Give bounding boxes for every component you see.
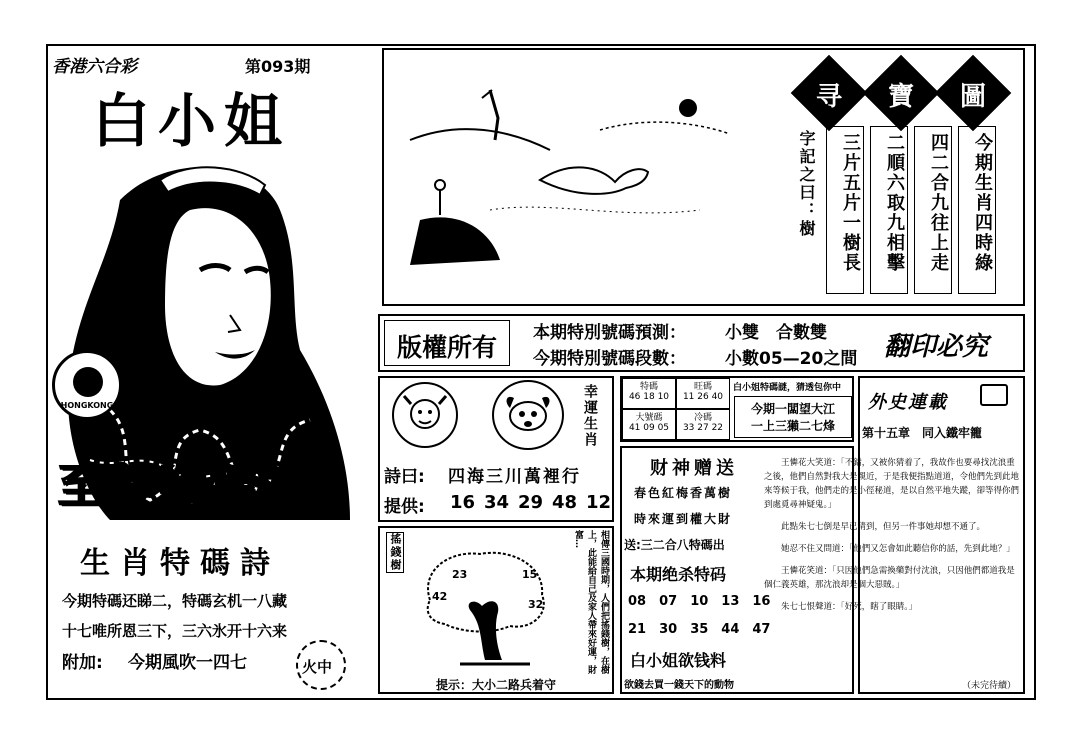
stat-label-2: 旺碼 — [693, 382, 712, 392]
kill-number: 08 — [628, 594, 647, 609]
wealth-line-3: 送:三二合八特碼出 — [624, 538, 725, 552]
kill-number: 35 — [690, 622, 709, 637]
tree-number-2: 15 — [522, 568, 538, 581]
stat-cell-2 — [676, 378, 730, 409]
addon-label: 附加: — [62, 653, 103, 673]
riddle-line-1: 今期一闆望大江 — [750, 402, 835, 416]
stat-cell-3 — [622, 409, 676, 440]
riddle-box — [734, 396, 852, 438]
wealth-footer-text: 欲錢去買一錢天下的動物 — [624, 680, 734, 691]
story-paragraph: 朱七七恨聲道：「好死，瞎了眼睛。」 — [781, 602, 918, 612]
riddle-head: 白小姐特碼謎，猜透包你中 — [733, 383, 842, 393]
banner-line1-value: 小雙 合數雙 — [725, 323, 827, 343]
seal-tu-char: 圖 — [959, 82, 986, 112]
kill-number: 10 — [690, 594, 709, 609]
wealth-title: 财神赠送 — [650, 458, 738, 479]
money-tree-side-text: 相傳三國時期，人們把搖錢樹，在樹上，此能給自己及家人帶來好運，財富… — [573, 530, 609, 674]
provide-number-4: 48 — [552, 492, 578, 513]
banner-right: 翻印必究 — [884, 332, 989, 362]
stat-nums-2: 11 26 40 — [682, 392, 724, 402]
story-title: 外史連載 — [868, 392, 948, 413]
stat-nums-4: 33 27 22 — [682, 423, 724, 433]
hongkong-seal — [52, 350, 122, 420]
stat-cell-1 — [622, 378, 676, 409]
stamp-text: 火中 — [302, 658, 333, 676]
treasure-col-5: 字記之曰：樹 — [797, 130, 816, 238]
computer-icon — [980, 384, 1008, 406]
stat-nums-1: 46 18 10 — [628, 392, 670, 402]
banner-left: 版權所有 — [384, 320, 510, 366]
seal-text: HONGKONG — [60, 401, 114, 410]
poem-title: 生肖特碼詩 — [80, 546, 280, 581]
bauhinia-icon — [73, 367, 103, 397]
treasure-col-1: 今期生肖四時綠 — [958, 126, 996, 294]
money-tree-tag: 搖錢樹 — [386, 532, 404, 573]
poem-box-label: 詩曰: — [384, 467, 425, 487]
dog-icon — [492, 380, 564, 450]
page-title: 白小姐 — [92, 87, 291, 155]
lottery-name: 香港六合彩 — [52, 57, 137, 77]
story-paragraph: 王憐花笑道：「只因他們急需換藥對付沈浪，只因他們都道我是個仁義英雄，那沈浪却是個大惡賊。」 — [764, 566, 1015, 590]
kill-title: 本期绝杀特码 — [630, 565, 727, 584]
banner-line2-value: 小數05—20之間 — [725, 349, 858, 369]
kill-number: 07 — [659, 594, 678, 609]
treasure-col-2: 四二合九往上走 — [914, 126, 952, 294]
story-paragraph: 此點朱七七倒是早已猜到，但另一件事她却想不通了。 — [781, 522, 986, 532]
treasure-col-3: 二順六取九相擊 — [870, 126, 908, 294]
poem-box-text: 四海三川萬裡行 — [448, 467, 581, 487]
story-paragraph: 她忍不住又問道：「他們又怎會如此聽信你的話，先到此地？」 — [781, 544, 1015, 554]
provide-number-3: 29 — [518, 492, 544, 513]
story-paragraph: 王憐花大笑道：「不錯，又被你猜着了，我故作也要尋找沈浪重之後，他們自然對我大是親近，于是我便指點道道，令他們先到此地來等候于我，他們走的是小徑秘道，是以自然平地失蹤，卻等得你們到處覓尋神疑鬼。」 — [764, 458, 1020, 510]
stat-label-4: 冷碼 — [693, 413, 712, 423]
tree-number-3: 42 — [432, 590, 448, 603]
banner-line1-label: 本期特別號碼預測： — [533, 323, 686, 343]
provide-number-2: 34 — [484, 492, 510, 513]
poem-line-1: 今期特碼还睇二，特碼玄机一八藏 — [62, 592, 288, 610]
issue-number: 第093期 — [245, 57, 311, 76]
stat-cell-4 — [676, 409, 730, 440]
treasure-col-4: 三片五片一樹長 — [826, 126, 864, 294]
money-tree-tip: 提示：大小二路兵着守 — [436, 678, 557, 692]
lucky-zodiac-label: 幸運生肖 — [582, 384, 598, 448]
wealth-footer-title: 白小姐欲钱料 — [630, 651, 727, 670]
kill-number: 44 — [721, 622, 740, 637]
riddle-line-2: 一上三獺二七烽 — [750, 419, 835, 433]
seal-bao-char: 寶 — [887, 82, 914, 112]
story-footer: （未完待續） — [962, 681, 1017, 691]
stat-label-1: 特碼 — [639, 382, 658, 392]
kill-number: 16 — [752, 594, 771, 609]
banner-line2-label: 今期特別號碼段數： — [533, 349, 686, 369]
stat-nums-3: 41 09 05 — [628, 423, 670, 433]
tree-number-4: 32 — [528, 598, 544, 611]
headline: 至尊特碼報 — [58, 459, 308, 513]
crane-landscape-image — [400, 70, 780, 290]
kill-number: 13 — [721, 594, 740, 609]
kill-number: 21 — [628, 622, 647, 637]
kill-number: 47 — [752, 622, 771, 637]
stat-label-3: 大號碼 — [635, 413, 663, 423]
provide-number-5: 12 — [586, 492, 612, 513]
wealth-line-2: 時來運到權大財 — [634, 512, 733, 526]
story-chapter: 第十五章 同入鐵牢籠 — [862, 426, 983, 440]
tree-number-1: 23 — [452, 568, 468, 581]
seal-xun-char: 寻 — [815, 82, 842, 112]
provide-number-1: 16 — [450, 492, 476, 513]
wealth-line-1: 春色紅梅香萬樹 — [634, 486, 733, 500]
provide-label: 提供: — [384, 497, 425, 517]
kill-number: 30 — [659, 622, 678, 637]
addon-text: 今期風吹一四七 — [128, 653, 247, 673]
ox-icon — [392, 382, 458, 448]
poem-line-2: 十七唯所恩三下，三六氷开十六来 — [62, 622, 288, 640]
story-body — [764, 456, 1022, 676]
